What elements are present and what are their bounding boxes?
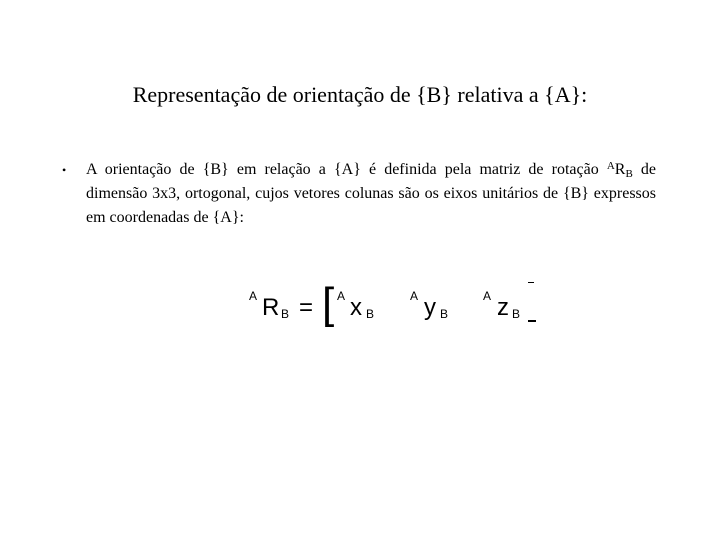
- slide-title: Representação de orientação de {B} relativa a {A}:: [132, 82, 588, 107]
- close-bracket-top-tick: [528, 282, 534, 283]
- lhs-symbol: R: [262, 294, 280, 321]
- bullet-text: [86, 158, 656, 230]
- bullet-marker: •: [62, 163, 67, 177]
- column3-subscript: B: [512, 307, 521, 321]
- column3-symbol: z: [497, 294, 509, 321]
- column1-subscript: B: [366, 307, 375, 321]
- lhs-superscript: A: [249, 289, 258, 303]
- column2-superscript: A: [410, 289, 419, 303]
- bullet-text-part1: A orientação de {B} em relação a {A} é definida pela matriz de rotação: [86, 161, 607, 178]
- open-bracket: [: [322, 279, 335, 328]
- inline-matrix-superscript: A: [606, 160, 615, 172]
- column1-superscript: A: [337, 289, 346, 303]
- bullet-text-part2: de dimensão 3x3, ortogonal, cujos vetores colunas são os eixos unitários de {B} expressos em coordenadas de {A}:: [86, 161, 657, 226]
- close-bracket-bottom-tick: [528, 320, 536, 322]
- equals-sign: =: [299, 294, 314, 321]
- column2-subscript: B: [440, 307, 449, 321]
- column2-symbol: y: [424, 294, 436, 321]
- column1-symbol: x: [350, 294, 362, 321]
- inline-matrix-symbol: R: [614, 161, 626, 178]
- lhs-subscript: B: [281, 307, 290, 321]
- column3-superscript: A: [483, 289, 492, 303]
- inline-matrix-subscript: B: [625, 168, 633, 180]
